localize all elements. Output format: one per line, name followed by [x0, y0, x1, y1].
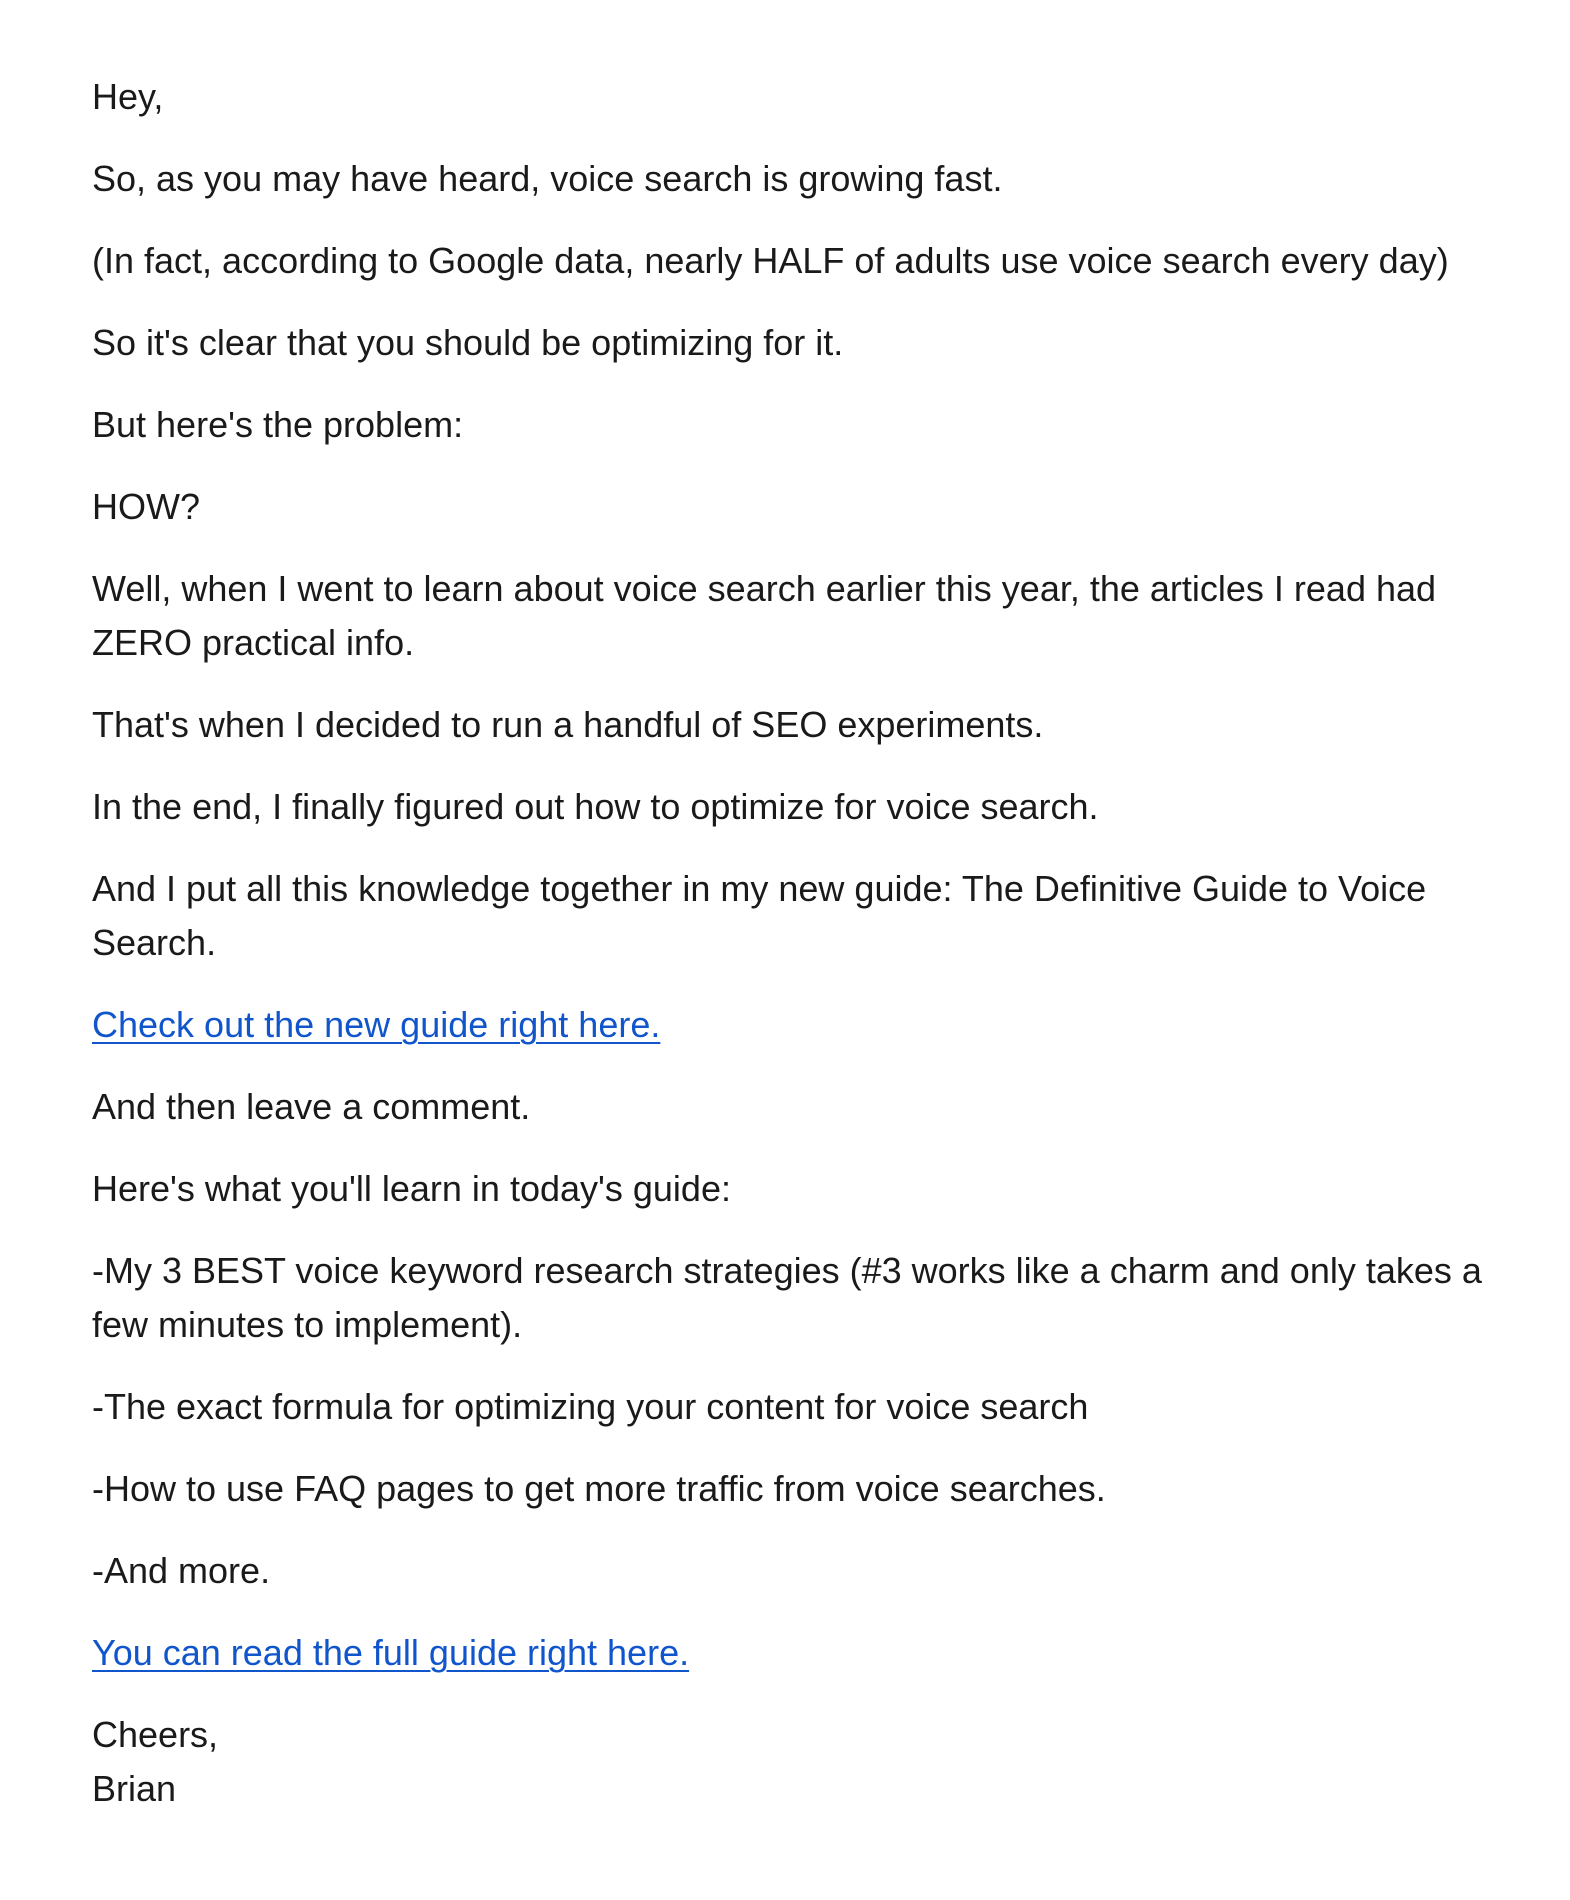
- list-item: -My 3 BEST voice keyword research strategies (#3 works like a charm and only takes a few minutes to implement).: [92, 1250, 1482, 1345]
- closing: Cheers,: [92, 1714, 219, 1755]
- paragraph: Here's what you'll learn in today's guide:: [92, 1168, 731, 1209]
- email-body: [92, 70, 1492, 1844]
- paragraph: That's when I decided to run a handful of SEO experiments.: [92, 704, 1044, 745]
- signature: Brian: [92, 1768, 177, 1809]
- read-full-guide-link[interactable]: You can read the full guide right here.: [92, 1632, 690, 1673]
- paragraph: (In fact, according to Google data, nearly HALF of adults use voice search every day): [92, 240, 1449, 281]
- paragraph: But here's the problem:: [92, 404, 464, 445]
- paragraph: And I put all this knowledge together in my new guide: The Definitive Guide to Voice Search.: [92, 868, 1427, 963]
- paragraph: Well, when I went to learn about voice search earlier this year, the articles I read had ZERO practical info.: [92, 568, 1437, 663]
- paragraph: HOW?: [92, 486, 200, 527]
- paragraph: And then leave a comment.: [92, 1086, 531, 1127]
- paragraph: So it's clear that you should be optimizing for it.: [92, 322, 844, 363]
- list-item: -The exact formula for optimizing your content for voice search: [92, 1386, 1089, 1427]
- greeting: Hey,: [92, 76, 164, 117]
- signoff: [92, 1708, 1492, 1816]
- read-guide-link-paragraph: [92, 1626, 1492, 1680]
- paragraph: In the end, I finally figured out how to optimize for voice search.: [92, 786, 1099, 827]
- guide-link-paragraph: [92, 998, 1492, 1052]
- check-out-guide-link[interactable]: Check out the new guide right here.: [92, 1004, 661, 1045]
- paragraph: So, as you may have heard, voice search is growing fast.: [92, 158, 1003, 199]
- list-item: -How to use FAQ pages to get more traffic from voice searches.: [92, 1468, 1106, 1509]
- list-item: -And more.: [92, 1550, 271, 1591]
